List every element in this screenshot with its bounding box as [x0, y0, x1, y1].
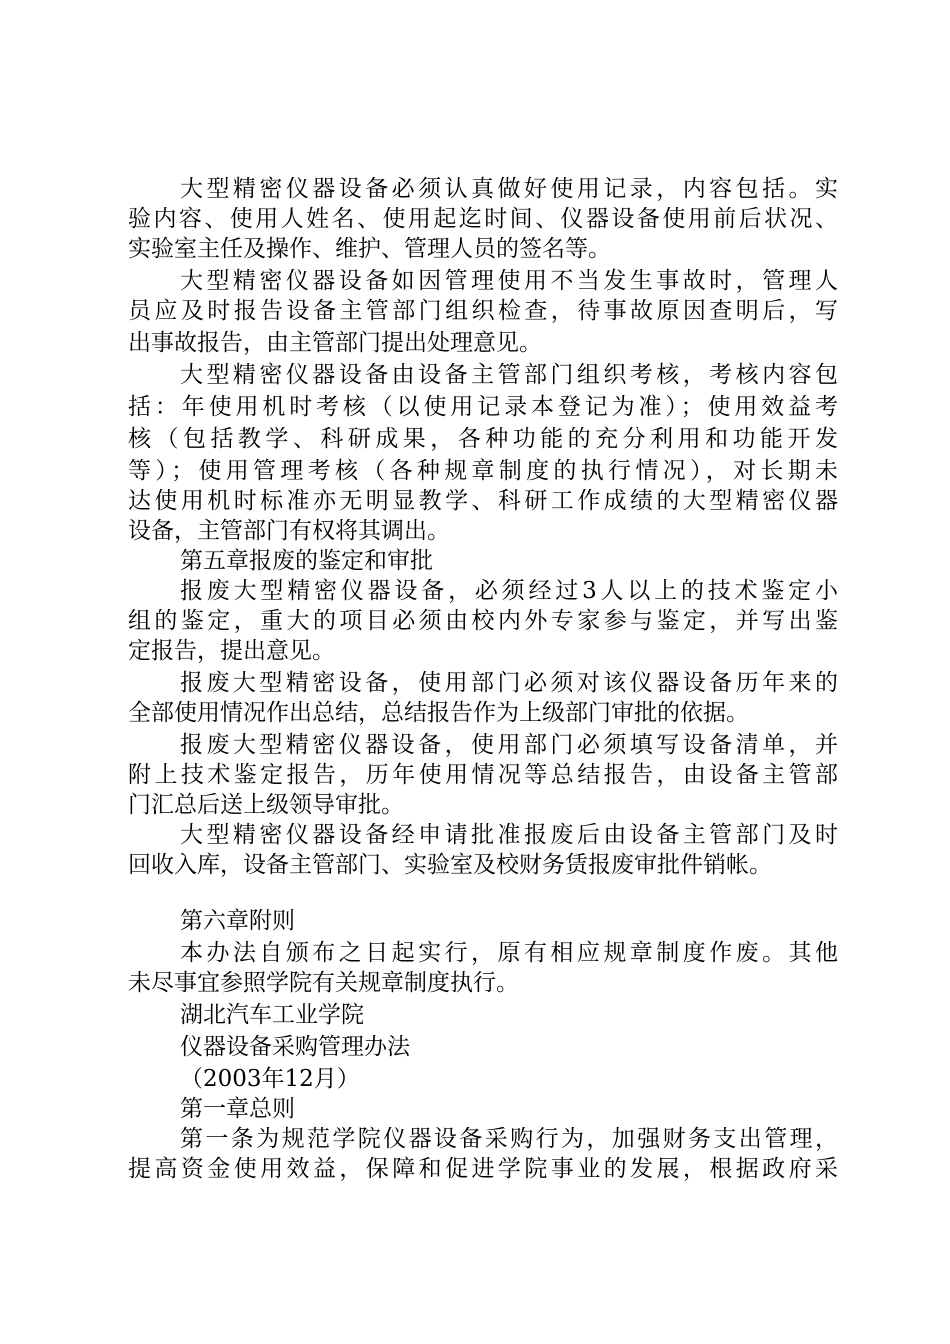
- chapter-heading: 第五章报废的鉴定和审批: [180, 548, 433, 574]
- paragraph-line: 第一条为规范学院仪器设备采购行为，加强财务支出管理，: [180, 1126, 838, 1152]
- paragraph-line: 核（包括教学、科研成果，各种功能的充分利用和功能开发: [128, 426, 838, 452]
- institution-name: 湖北汽车工业学院: [180, 1002, 364, 1028]
- paragraph-line: 设备，主管部门有权将其调出。: [128, 518, 450, 544]
- paragraph-line: 报废大型精密仪器设备，使用部门必须填写设备清单，并: [180, 732, 838, 758]
- paragraph-line: 定报告，提出意见。: [128, 638, 335, 664]
- paragraph-line: 大型精密仪器设备经申请批准报废后由设备主管部门及时: [180, 822, 838, 848]
- paragraph-line: 门汇总后送上级领导审批。: [128, 792, 404, 818]
- paragraph-line: 实验室主任及操作、维护、管理人员的签名等。: [128, 236, 611, 262]
- paragraph-line: 全部使用情况作出总结，总结报告作为上级部门审批的依据。: [128, 700, 749, 726]
- paragraph-line: 报废大型精密设备，使用部门必须对该仪器设备历年来的: [180, 670, 838, 696]
- paragraph-line: 大型精密仪器设备由设备主管部门组织考核，考核内容包: [180, 362, 838, 388]
- paragraph-line: 大型精密仪器设备如因管理使用不当发生事故时，管理人: [180, 268, 838, 294]
- chapter-heading: 第六章附则: [180, 908, 295, 934]
- chapter-heading: 第一章总则: [180, 1096, 295, 1122]
- paragraph-line: 组的鉴定，重大的项目必须由校内外专家参与鉴定，并写出鉴: [128, 608, 838, 634]
- paragraph-line: 达使用机时标准亦无明显教学、科研工作成绩的大型精密仪器: [128, 488, 838, 514]
- paragraph-line: 等）；使用管理考核（各种规章制度的执行情况），对长期未: [128, 458, 838, 484]
- paragraph-line: 出事故报告，由主管部门提出处理意见。: [128, 330, 542, 356]
- paragraph-line: 括：年使用机时考核（以使用记录本登记为准）；使用效益考: [128, 394, 838, 420]
- paragraph-line: 验内容、使用人姓名、使用起迄时间、仪器设备使用前后状况、: [128, 206, 838, 232]
- document-title: 仪器设备采购管理办法: [180, 1034, 410, 1060]
- paragraph-line: 本办法自颁布之日起实行，原有相应规章制度作废。其他: [180, 940, 838, 966]
- document-date: （2003年12月）: [180, 1066, 360, 1092]
- paragraph-line: 员应及时报告设备主管部门组织检查，待事故原因查明后，写: [128, 298, 838, 324]
- paragraph-line: 提高资金使用效益，保障和促进学院事业的发展，根据政府采: [128, 1156, 838, 1182]
- paragraph-line: 未尽事宜参照学院有关规章制度执行。: [128, 970, 519, 996]
- paragraph-line: 大型精密仪器设备必须认真做好使用记录，内容包括。实: [180, 176, 838, 202]
- paragraph-line: 回收入库，设备主管部门、实验室及校财务赁报废审批件销帐。: [128, 852, 772, 878]
- paragraph-line: 报废大型精密仪器设备，必须经过3人以上的技术鉴定小: [180, 578, 838, 604]
- paragraph-line: 附上技术鉴定报告，历年使用情况等总结报告，由设备主管部: [128, 762, 838, 788]
